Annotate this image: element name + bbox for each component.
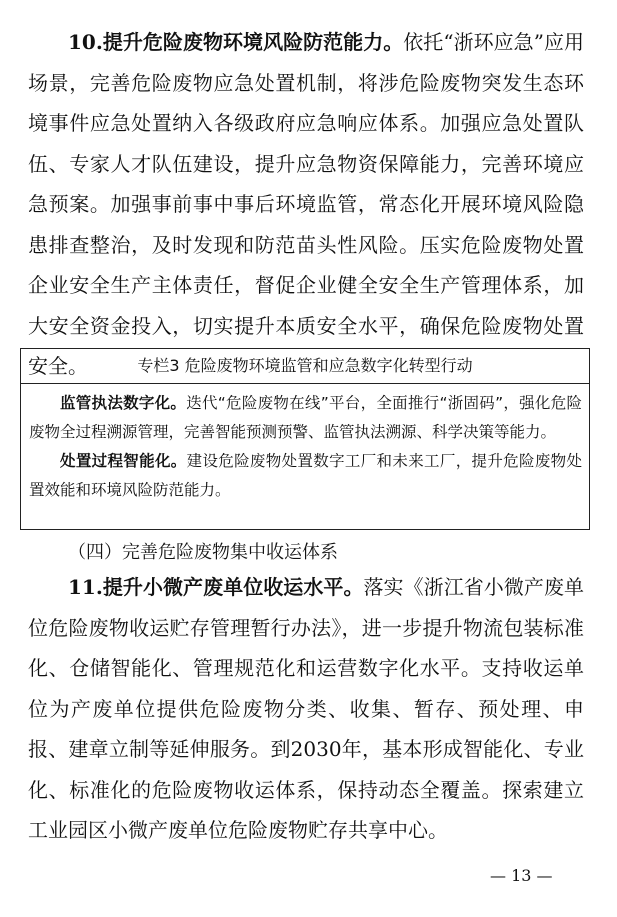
paragraph-10-body: 依托“浙环应急”应用场景，完善危险废物应急处置机制，将涉危险废物突发生态环境事件应急处置纳入各级政府应急响应体系。加强应急处置队伍、专家人才队伍建设，提升应急物资保障能力，完善环境应急预案。加强事前事中事后环境监管，常态化开展环境风险隐患排查整治，及时发现和防范苗头性风险。压实危险废物处置企业安全生产主体责任，督促企业健全安全生产管理体系，加大安全资金投入，切实提升本质安全水平，确保危险废物处置安全。: [28, 30, 585, 378]
column-box-item-text: 建设危险废物处置数字工厂和未来工厂，提升危险废物处置效能和环境风险防范能力。: [29, 452, 582, 499]
paragraph-11-heading: 11.提升小微产废单位收运水平。: [68, 575, 364, 599]
column-box-item-text: 迭代“危险废物在线”平台，全面推行“浙固码”，强化危险废物全过程溯源管理，完善智能预测预警、监管执法溯源、科学决策等能力。: [29, 394, 582, 441]
paragraph-10: [28, 22, 584, 387]
paragraph-11-body: 落实《浙江省小微产废单位危险废物收运贮存管理暂行办法》，进一步提升物流包装标准化、仓储智能化、管理规范化和运营数字化水平。支持收运单位为产废单位提供危险废物分类、收集、暂存、预处理、申报、建章立制等延伸服务。到2030年，基本形成智能化、专业化、标准化的危险废物收运体系，保持动态全覆盖。探索建立工业园区小微产废单位危险废物贮存共享中心。: [28, 575, 585, 842]
column-box-item-heading: 监管执法数字化。: [60, 394, 187, 412]
column-box-body: [29, 389, 582, 505]
section-heading: （四）完善危险废物集中收运体系: [68, 542, 338, 563]
column-box-3: [20, 348, 590, 530]
paragraph-10-heading: 10.提升危险废物环境风险防范能力。: [68, 30, 404, 54]
column-box-item-heading: 处置过程智能化。: [60, 452, 187, 470]
page-number: — 13 —: [490, 866, 553, 885]
paragraph-11: [28, 567, 584, 851]
column-box-title: 专栏3 危险废物环境监管和应急数字化转型行动: [21, 349, 589, 384]
column-box-item: [29, 389, 582, 447]
column-box-item: [29, 447, 582, 505]
